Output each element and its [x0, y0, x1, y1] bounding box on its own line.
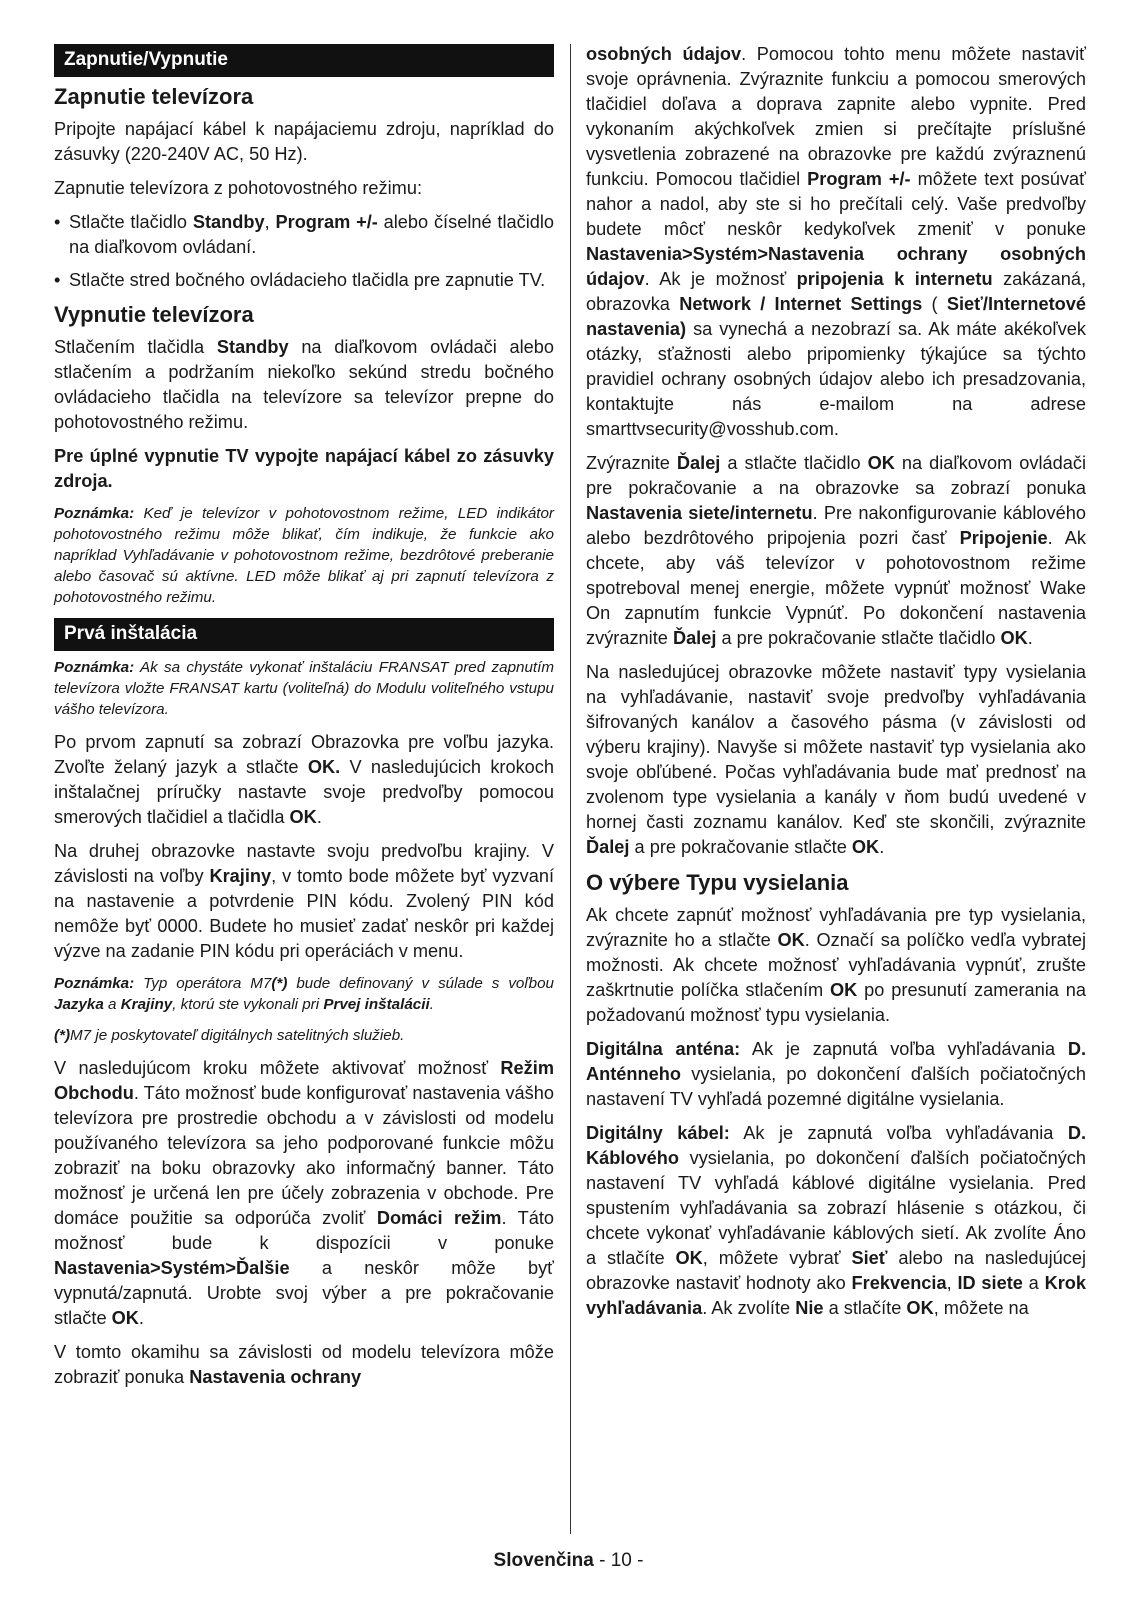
paragraph: V nasledujúcom kroku môžete aktivovať možnosť Režim Obchodu. Táto možnosť bude konfigurovať nastavenia vášho televízora pre prostredie obchodu a v závislosti od modelu používaného televízora sa jeho podporované funkcie môžu zobraziť na boku obrazovky ako informačný banner. Táto možnosť je určená len pre účely zobrazenia v obchode. Pre domáce použitie sa odporúča zvoliť Domáci režim. Táto možnosť bude k dispozícii v ponuke Nastavenia>Systém>Ďalšie a neskôr môže byť vypnutá/zapnutá. Urobte svoj výber a pre pokračovanie stlačte OK.	[54, 1058, 555, 1328]
note: (*)M7 je poskytovateľ digitálnych satelitných služieb.	[54, 1027, 405, 1044]
paragraph-bold: Pre úplné vypnutie TV vypojte napájací kábel zo zásuvky zdroja.	[54, 446, 554, 491]
paragraph: Zapnutie televízora z pohotovostného režimu:	[54, 178, 423, 198]
paragraph: Digitálny kábel: Ak je zapnutá voľba vyhľadávania D. Káblového vysielania, po dokončení ďalších počiatočných nastavení TV vyhľadá káblové digitálne vysielania. Pred spustením vyhľadávania sa zobrazí hlásenie s otázkou, či chcete vykonať vyhľadávanie káblových sietí. Ak zvolíte Áno a stlačíte OK, môžete vybrať Sieť alebo na nasledujúcej obrazovke nastaviť hodnoty ako Frekvencia, ID siete a Krok vyhľadávania. Ak zvolíte Nie a stlačíte OK, môžete na	[586, 1123, 1086, 1318]
list-item: • Stlačte tlačidlo Standby, Program +/- alebo číselné tlačidlo na diaľkovom ovládaní.	[54, 210, 554, 260]
note: Poznámka: Ak sa chystáte vykonať inštaláciu FRANSAT pred zapnutím televízora vložte FRANSAT kartu (voliteľná) do Modulu voliteľného vstupu vášho televízora.	[54, 659, 554, 718]
heading-switch-on: Zapnutie televízora	[54, 84, 254, 109]
paragraph: Na druhej obrazovke nastavte svoju predvoľbu krajiny. V závislosti na voľby Krajiny, v tomto bode môžete byť vyzvaní na nastavenie a potvrdenie PIN kódu. Zvolený PIN kód nemôže byť 0000. Budete ho musieť zadať neskôr pri každej výzve na zadanie PIN kódu pri operáciách v menu.	[54, 841, 554, 961]
heading-switch-off: Vypnutie televízora	[54, 302, 254, 327]
section-header-first-install: Prvá inštalácia	[54, 618, 554, 651]
paragraph: Digitálna anténa: Ak je zapnutá voľba vyhľadávania D. Anténneho vysielania, po dokončení ďalších počiatočných nastavení TV vyhľadá pozemné digitálne vysielania.	[586, 1039, 1086, 1109]
note: Poznámka: Keď je televízor v pohotovostnom režime, LED indikátor pohotovostného režimu môže blikať, čím indikuje, že funkcie ako napríklad Vyhľadávanie v pohotovostnom režime, bezdrôtové preberanie alebo časovač sú aktívne. LED môže blikať aj pri zapnutí televízora z pohotovostného režimu.	[54, 505, 554, 606]
page-footer	[0, 1550, 1137, 1572]
paragraph: Na nasledujúcej obrazovke môžete nastaviť typy vysielania na vyhľadávanie, nastaviť svoje predvoľby vyhľadávania šifrovaných kanálov a časového pásma (v závislosti od výberu krajiny). Navyše si môžete nastaviť typ vysielania ako svoje obľúbené. Počas vyhľadávania bude mať prednosť na zvolenom type vysielania a kanály v ňom budú uvedené v hornej časti zoznamu kanálov. Keď ste skončili, zvýraznite Ďalej a pre pokračovanie stlačte OK.	[586, 662, 1086, 857]
page-number: - 10 -	[593, 1550, 644, 1571]
paragraph: osobných údajov. Pomocou tohto menu môžete nastaviť svoje oprávnenia. Zvýraznite funkciu a pomocou smerových tlačidiel doľava a doprava zapnite alebo vypnite. Pred vykonaním akýchkoľvek zmien si prečítajte príslušné vysvetlenia zobrazené na obrazovke pre každú zvýraznenú funkciu. Pomocou tlačidiel Program +/- môžete text posúvať nahor a nadol, aby ste si ho prečítali celý. Vaše predvoľby budete môcť neskôr kedykoľvek zmeniť v ponuke Nastavenia>Systém>Nastavenia ochrany osobných údajov. Ak je možnosť pripojenia k internetu zakázaná, obrazovka Network / Internet Settings ( Sieť/Internetové nastavenia) sa vynechá a nezobrazí sa. Ak máte akékoľvek otázky, sťažnosti alebo pripomienky týkajúce sa týchto pravidiel ochrany osobných údajov alebo ich presadzovania, kontaktujte nás e-mailom na adrese smarttvsecurity@vosshub.com.	[586, 44, 1086, 439]
list-item: • Stlačte stred bočného ovládacieho tlačidla pre zapnutie TV.	[54, 268, 554, 293]
paragraph: Ak chcete zapnúť možnosť vyhľadávania pre typ vysielania, zvýraznite ho a stlačte OK. Označí sa políčko vedľa vybratej možnosti. Ak chcete možnosť vyhľadávania vypnúť, zrušte zaškrtnutie políčka stlačením OK po presunutí zamerania na požadovanú možnosť typu vysielania.	[586, 905, 1087, 1025]
paragraph: Pripojte napájací kábel k napájaciemu zdroju, napríklad do zásuvky (220-240V AC, 50 Hz).	[54, 119, 554, 164]
paragraph: V tomto okamihu sa závislosti od modelu televízora môže zobraziť ponuka Nastavenia ochrany	[54, 1342, 554, 1387]
bullet-list	[54, 210, 554, 293]
paragraph: Po prvom zapnutí sa zobrazí Obrazovka pre voľbu jazyka. Zvoľte želaný jazyk a stlačte OK. V nasledujúcich krokoch inštalačnej príručky nastavte svoje predvoľby pomocou smerových tlačidiel a tlačidla OK.	[54, 732, 554, 827]
paragraph: Zvýraznite Ďalej a stlačte tlačidlo OK na diaľkovom ovládači pre pokračovanie a na obrazovke sa zobrazí ponuka Nastavenia siete/internetu. Pre nakonfigurovanie káblového alebo bezdrôtového pripojenia pozri časť Pripojenie. Ak chcete, aby váš televízor v pohotovostnom režime spotreboval menej energie, môžete vypnúť možnosť Wake On zapnutím funkcie Vypnúť. Po dokončení nastavenia zvýraznite Ďalej a pre pokračovanie stlačte tlačidlo OK.	[586, 453, 1086, 648]
left-column	[54, 44, 554, 1399]
section-header-power: Zapnutie/Vypnutie	[54, 44, 554, 77]
paragraph: Stlačením tlačidla Standby na diaľkovom ovládači alebo stlačením a podržaním niekoľko sekúnd stredu bočného ovládacieho tlačidla na televízore sa televízor prepne do pohotovostného režimu.	[54, 337, 554, 432]
right-column	[586, 42, 1086, 1330]
note: Poznámka: Typ operátora M7(*) bude definovaný v súlade s voľbou Jazyka a Krajiny, ktorú ste vykonali pri Prvej inštalácii.	[54, 975, 554, 1013]
footer-language: Slovenčina	[493, 1550, 594, 1571]
heading-broadcast-type: O výbere Typu vysielania	[586, 870, 849, 895]
column-divider	[570, 44, 571, 1534]
